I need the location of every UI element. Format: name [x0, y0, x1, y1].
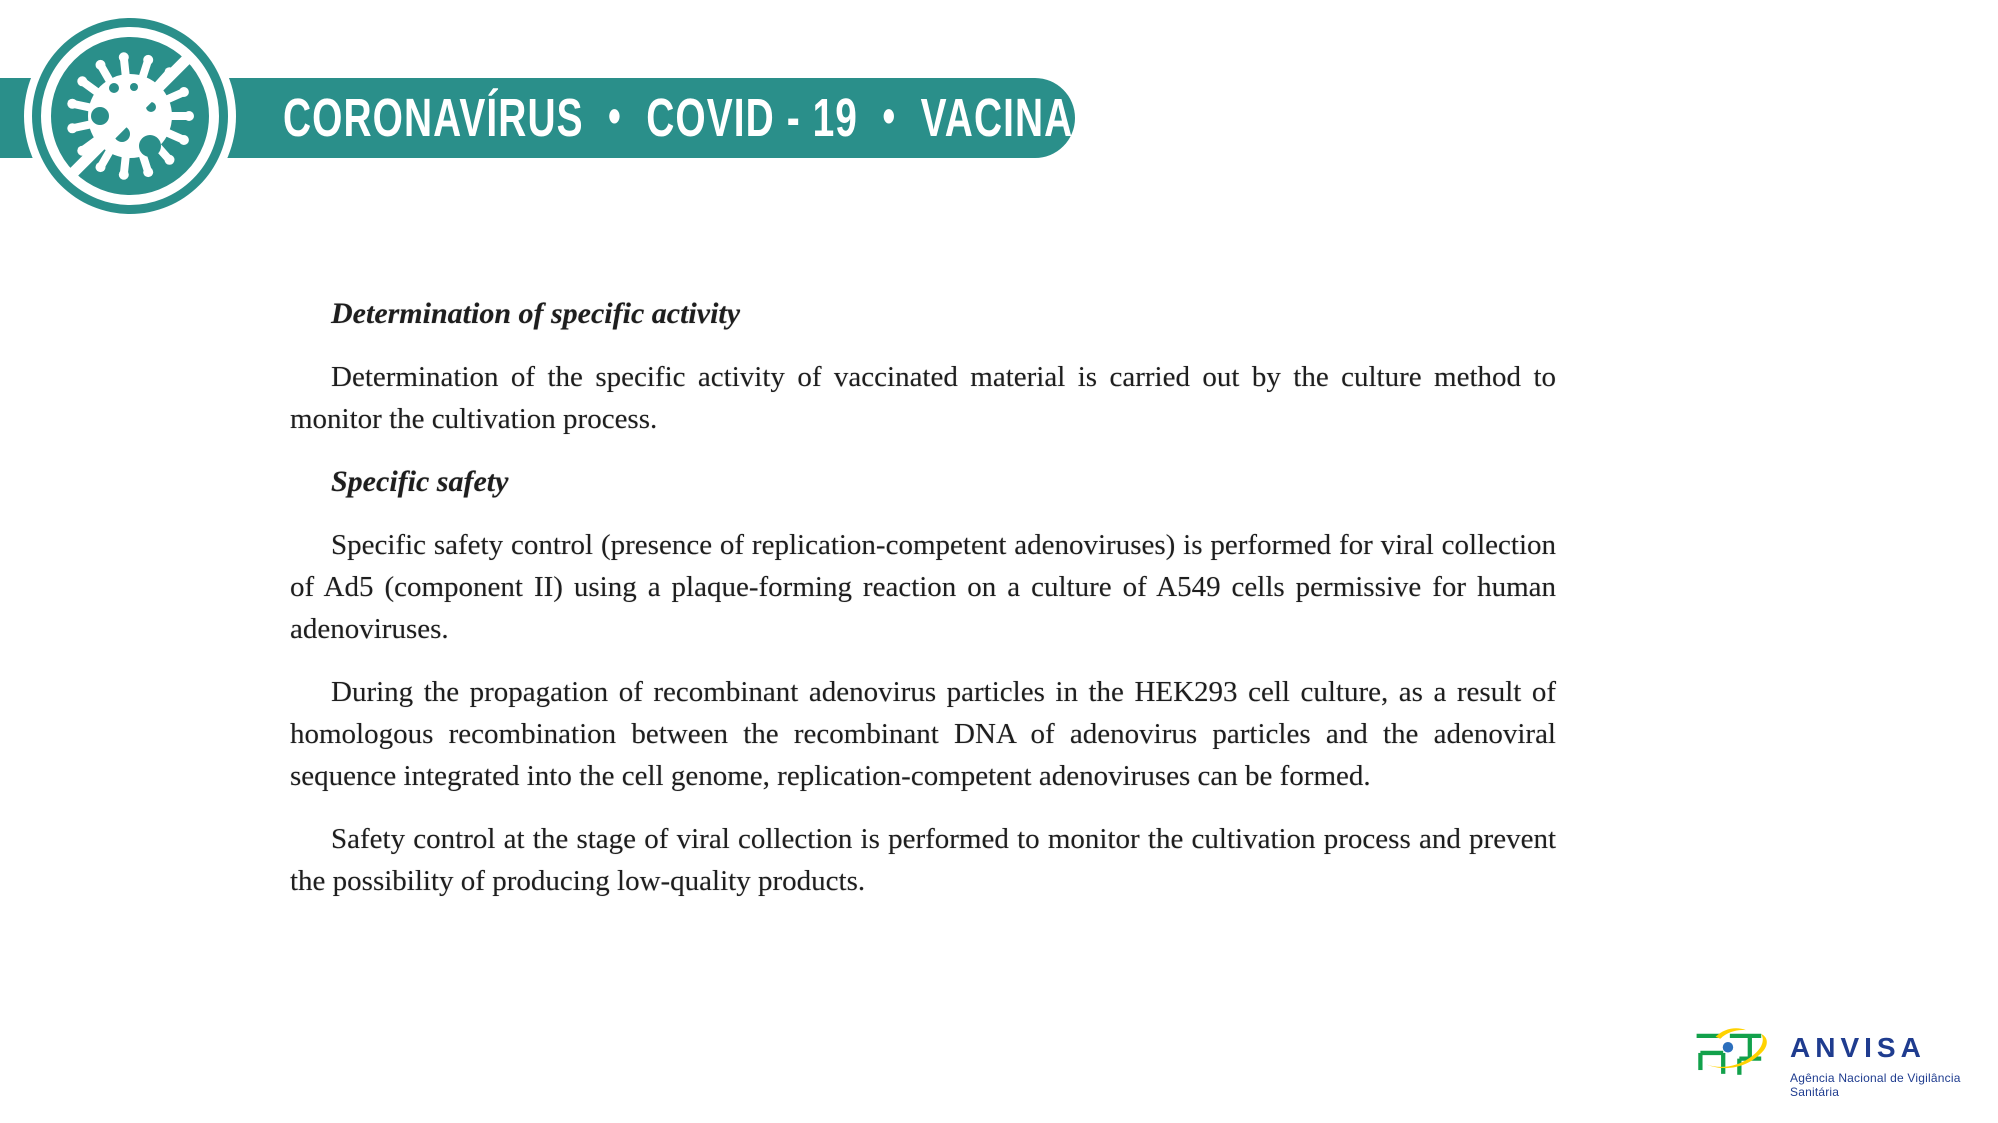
paragraph-safety-stage: Safety control at the stage of viral collection is performed to monitor the cultivation process and prevent the possibility of producing low-quality products.	[290, 823, 1556, 897]
banner-title	[283, 87, 1073, 149]
paragraph-propagation: During the propagation of recombinant adenovirus particles in the HEK293 cell culture, as a result of homologous recombination between the recombinant DNA of adenovirus particles and the adenoviral sequence integrated into the cell genome, replication-competent adenoviruses can be formed.	[290, 676, 1556, 792]
anvisa-text	[1790, 1020, 1998, 1099]
paragraph-safety-control: Specific safety control (presence of replication-competent adenoviruses) is performed for viral collection of Ad5 (component II) using a plaque-forming reaction on a culture of A549 cells permissive for human adenoviruses.	[290, 529, 1556, 645]
banner-item-coronavirus: CORONAVÍRUS	[283, 88, 584, 148]
banner-item-vacina: VACINA	[920, 88, 1074, 148]
section-heading-specific-activity: Determination of specific activity	[331, 297, 741, 330]
anvisa-symbol-icon	[1689, 1020, 1784, 1084]
section-heading-specific-safety: Specific safety	[331, 465, 509, 498]
paragraph-specific-activity: Determination of the specific activity of vaccinated material is carried out by the culture method to monitor the cultivation process.	[290, 361, 1556, 435]
banner-item-covid19: COVID - 19	[646, 88, 859, 148]
document-content	[290, 293, 1556, 923]
anvisa-logo	[1689, 1020, 1998, 1099]
bullet-separator-icon: •	[882, 88, 897, 144]
anvisa-wordmark: ANVISA	[1790, 1032, 1926, 1063]
anvisa-subtitle: Agência Nacional de Vigilância Sanitária	[1790, 1071, 1961, 1099]
bullet-separator-icon: •	[608, 88, 622, 144]
no-virus-icon	[24, 10, 236, 222]
no-virus-badge	[24, 10, 236, 222]
